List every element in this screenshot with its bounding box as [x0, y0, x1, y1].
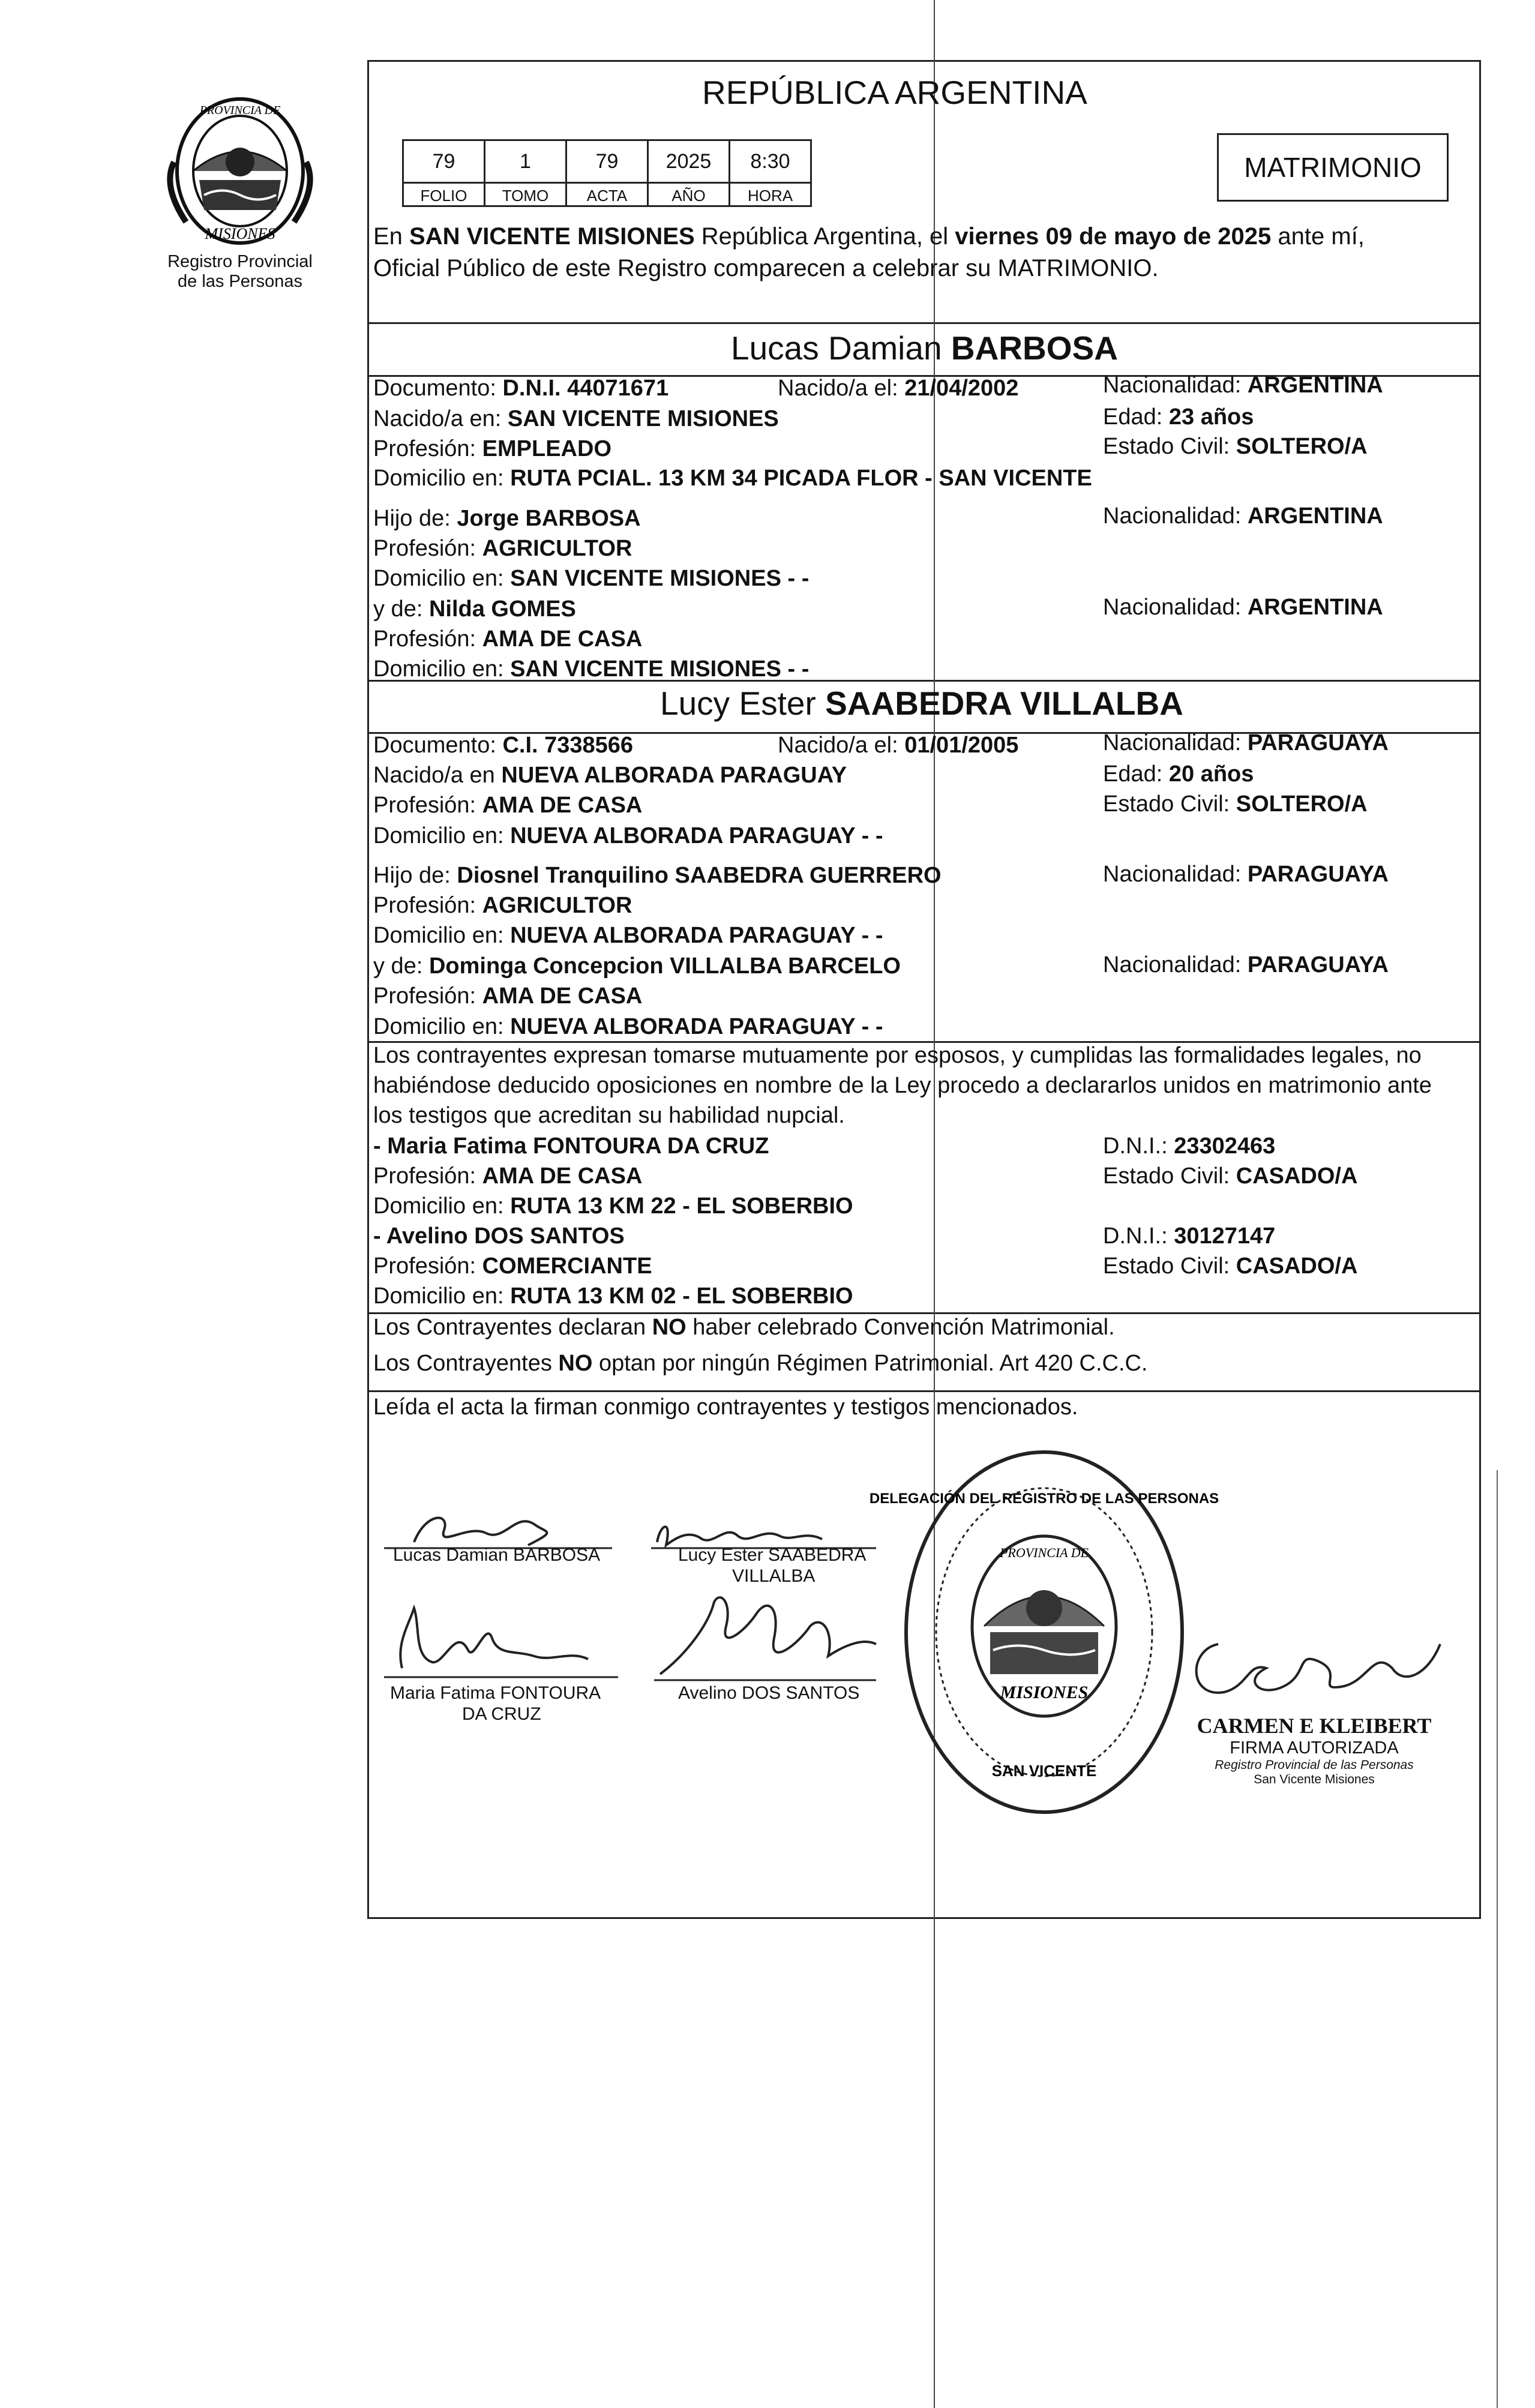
declaration-line-2: habiéndose deducido oposiciones en nombre de la Ley procedo a declararlos unidos en matrimonio ante	[373, 1073, 1432, 1098]
ref-year: 2025	[665, 150, 712, 173]
spouse2-name: Lucy Ester SAABEDRA VILLALBA	[660, 685, 1183, 722]
spouse1-mother-profession: Profesión: AMA DE CASA	[373, 626, 643, 652]
logo-ring-top: PROVINCIA DE	[199, 104, 281, 117]
witness2-address: Domicilio en: RUTA 13 KM 02 - EL SOBERBIO	[373, 1284, 853, 1309]
ref-acta: 79	[595, 150, 619, 173]
official-title: FIRMA AUTORIZADA	[1230, 1738, 1399, 1758]
country-title: REPÚBLICA ARGENTINA	[702, 74, 1087, 111]
witness2-name: - Avelino DOS SANTOS	[373, 1224, 625, 1249]
witness2-profession: Profesión: COMERCIANTE	[373, 1254, 652, 1279]
witness1-dni: D.N.I.: 23302463	[1103, 1133, 1276, 1159]
spouse2-mother: y de: Dominga Concepcion VILLALBA BARCELO	[373, 953, 901, 979]
spouse1-age: Edad: 23 años	[1103, 404, 1254, 430]
spouse1-mother-nationality: Nacionalidad: ARGENTINA	[1103, 595, 1383, 620]
seal-outer-text: DELEGACIÓN DEL REGISTRO DE LAS PERSONAS	[869, 1491, 1219, 1507]
ref-label: FOLIO	[420, 187, 467, 205]
official-org: Registro Provincial de las Personas	[1215, 1758, 1414, 1772]
witness1-address: Domicilio en: RUTA 13 KM 22 - EL SOBERBIO	[373, 1193, 853, 1219]
declaration-line-1: Los contrayentes expresan tomarse mutuamente por esposos, y cumplidas las formalidades legales, no	[373, 1043, 1422, 1068]
witness2-civil-status: Estado Civil: CASADO/A	[1103, 1254, 1358, 1279]
spouse1-father: Hijo de: Jorge BARBOSA	[373, 506, 641, 531]
ref-hour: 8:30	[750, 150, 790, 173]
signature-official-icon	[1176, 1608, 1464, 1710]
edge-line	[1497, 1470, 1498, 2408]
spouse2-document: Documento: C.I. 7338566	[373, 733, 634, 758]
divider	[367, 322, 1479, 324]
official-name: CARMEN E KLEIBERT	[1197, 1714, 1432, 1738]
regime-line-1: Los Contrayentes declaran NO haber celebrado Convención Matrimonial.	[373, 1315, 1115, 1340]
spouse2-mother-address: Domicilio en: NUEVA ALBORADA PARAGUAY - -	[373, 1014, 883, 1039]
spouse2-father: Hijo de: Diosnel Tranquilino SAABEDRA GUERRERO	[373, 863, 942, 888]
spouse2-mother-profession: Profesión: AMA DE CASA	[373, 983, 643, 1009]
regime-line-2: Los Contrayentes NO optan por ningún Régimen Patrimonial. Art 420 C.C.C.	[373, 1351, 1148, 1376]
logo-caption-line2: de las Personas	[178, 272, 302, 291]
spouse2-address: Domicilio en: NUEVA ALBORADA PARAGUAY - -	[373, 823, 883, 848]
spouse1-profession: Profesión: EMPLEADO	[373, 436, 612, 461]
spouse2-civil-status: Estado Civil: SOLTERO/A	[1103, 791, 1368, 817]
spouse2-mother-nationality: Nacionalidad: PARAGUAYA	[1103, 952, 1389, 977]
spouse1-mother-address: Domicilio en: SAN VICENTE MISIONES - -	[373, 656, 810, 682]
ref-label: ACTA	[586, 187, 628, 205]
spouse1-father-nationality: Nacionalidad: ARGENTINA	[1103, 503, 1383, 529]
act-type-box	[1217, 133, 1449, 202]
spouse1-name: Lucas Damian BARBOSA	[731, 329, 1118, 367]
spouse1-mother: y de: Nilda GOMES	[373, 596, 576, 622]
logo-caption-line1: Registro Provincial	[167, 252, 313, 271]
sig-label-lucy-1: Lucy Ester SAABEDRA	[678, 1545, 867, 1565]
spouse1-civil-status: Estado Civil: SOLTERO/A	[1103, 434, 1368, 459]
seal-inner-top: PROVINCIA DE	[999, 1545, 1089, 1560]
spouse1-nationality: Nacionalidad: ARGENTINA	[1103, 373, 1383, 398]
sig-label-maria-1: Maria Fatima FONTOURA	[390, 1683, 601, 1703]
sig-label-avelino: Avelino DOS SANTOS	[678, 1683, 860, 1703]
act-type: MATRIMONIO	[1244, 152, 1422, 183]
spouse2-age: Edad: 20 años	[1103, 761, 1254, 787]
spouse2-birthplace: Nacido/a en NUEVA ALBORADA PARAGUAY	[373, 763, 847, 788]
ref-label: AÑO	[671, 187, 706, 205]
spouse1-father-profession: Profesión: AGRICULTOR	[373, 536, 632, 561]
place: SAN VICENTE MISIONES	[409, 223, 695, 250]
province-shield-icon	[162, 90, 318, 252]
logo-caption	[144, 252, 336, 292]
spouse2-father-address: Domicilio en: NUEVA ALBORADA PARAGUAY - -	[373, 923, 883, 948]
intro-line-1: En SAN VICENTE MISIONES República Argentina, el viernes 09 de mayo de 2025 ante mí,	[373, 223, 1365, 250]
spouse1-father-address: Domicilio en: SAN VICENTE MISIONES - -	[373, 566, 810, 591]
sig-label-lucy-2: VILLALBA	[732, 1566, 816, 1586]
logo-ring-bottom: MISIONES	[205, 225, 275, 242]
witness2-dni: D.N.I.: 30127147	[1103, 1224, 1276, 1249]
divider	[367, 1390, 1479, 1392]
declaration-line-3: los testigos que acreditan su habilidad nupcial.	[373, 1103, 845, 1128]
spouse2-profession: Profesión: AMA DE CASA	[373, 793, 643, 818]
celebration-date: viernes 09 de mayo de 2025	[955, 223, 1272, 250]
official-stamp	[1158, 1713, 1470, 1787]
witness1-profession: Profesión: AMA DE CASA	[373, 1163, 643, 1189]
signature-maria-icon	[378, 1590, 630, 1692]
spouse1-address: Domicilio en: RUTA PCIAL. 13 KM 34 PICADA FLOR - SAN VICENTE	[373, 466, 1092, 491]
seal-lower-text: SAN VICENTE	[991, 1762, 1097, 1780]
ref-label: TOMO	[502, 187, 549, 205]
spouse1-document: Documento: D.N.I. 44071671	[373, 376, 669, 401]
spouse1-birthplace: Nacido/a en: SAN VICENTE MISIONES	[373, 406, 779, 431]
ref-tomo: 1	[520, 150, 531, 173]
sig-label-maria-2: DA CRUZ	[462, 1704, 541, 1724]
witness1-civil-status: Estado Civil: CASADO/A	[1103, 1163, 1358, 1189]
ref-folio: 79	[432, 150, 455, 173]
spouse2-birthdate: Nacido/a el: 01/01/2005	[778, 733, 1019, 758]
ref-label: HORA	[747, 187, 793, 205]
registry-logo	[162, 90, 318, 252]
official-seal-icon	[869, 1434, 1219, 1830]
intro-line-2: Oficial Público de este Registro comparecen a celebrar su MATRIMONIO.	[373, 255, 1159, 281]
closing-statement: Leída el acta la firman conmigo contrayentes y testigos mencionados.	[373, 1395, 1078, 1420]
signature-avelino-icon	[648, 1578, 900, 1692]
official-place: San Vicente Misiones	[1254, 1773, 1375, 1786]
witness1-name: - Maria Fatima FONTOURA DA CRUZ	[373, 1133, 769, 1159]
spouse2-nationality: Nacionalidad: PARAGUAYA	[1103, 730, 1389, 755]
spouse2-father-profession: Profesión: AGRICULTOR	[373, 893, 632, 918]
sig-label-lucas: Lucas Damian BARBOSA	[393, 1545, 601, 1565]
seal-inner-bottom: MISIONES	[1000, 1683, 1089, 1702]
spouse1-birthdate: Nacido/a el: 21/04/2002	[778, 376, 1019, 401]
spouse2-father-nationality: Nacionalidad: PARAGUAYA	[1103, 862, 1389, 887]
